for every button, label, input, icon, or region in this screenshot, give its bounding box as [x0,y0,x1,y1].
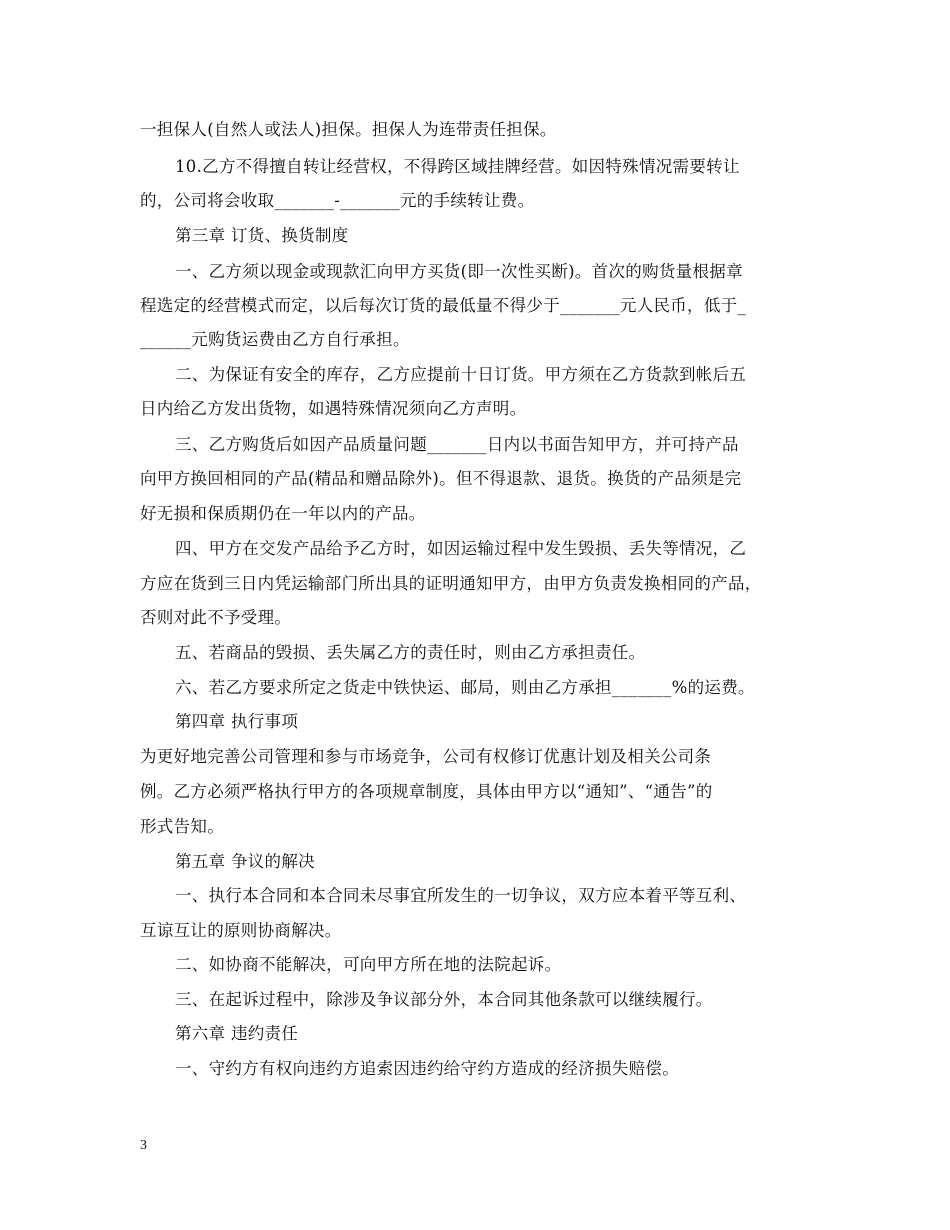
text-line: 程选定的经营模式而定，以后每次订货的最低量不得少于_______元人民币，低于_ [140,296,746,315]
text-line: 否则对此不予受理。 [140,608,292,627]
page-number: 3 [140,1138,147,1153]
text-line: 二、如协商不能解决，可向甲方所在地的法院起诉。 [175,955,562,974]
text-line: 10.乙方不得擅自转让经营权，不得跨区域挂牌经营。如因特殊情况需要转让 [175,157,740,176]
text-line: 好无损和保质期仍在一年以内的产品。 [140,504,426,523]
text-line: 五、若商品的毁损、丢失属乙方的责任时，则由乙方承担责任。 [175,643,646,662]
text-line: 一、乙方须以现金或现款汇向甲方买货(即一次性买断)。首次的购货量根据章 [175,262,743,281]
text-line: 二、为保证有安全的库存，乙方应提前十日订货。甲方须在乙方货款到帐后五 [175,365,747,384]
text-line: 向甲方换回相同的产品(精品和赠品除外)。但不得退款、退货。换货的产品须是完 [140,469,742,488]
text-line: 日内给乙方发出货物，如遇特殊情况须向乙方声明。 [140,399,527,418]
text-line: ______元购货运费由乙方自行承担。 [140,330,410,349]
text-line: 例。乙方必须严格执行甲方的各项规章制度，具体由甲方以“通知”、“通告”的 [140,782,713,801]
text-line: 为更好地完善公司管理和参与市场竞争，公司有权修订优惠计划及相关公司条 [140,747,712,766]
chapter-heading: 第五章 争议的解决 [175,852,315,871]
chapter-heading: 第六章 违约责任 [175,1024,299,1043]
text-line: 形式告知。 [140,817,224,836]
text-line: 的，公司将会收取_______-_______元的手续转让费。 [140,191,535,210]
text-line: 三、乙方购货后如因产品质量问题_______日内以书面告知甲方，并可持产品 [175,435,739,454]
text-line: 互谅互让的原则协商解决。 [140,921,342,940]
chapter-heading: 第三章 订货、换货制度 [175,226,349,245]
text-line: 一、守约方有权向违约方追索因违约给守约方造成的经济损失赔偿。 [175,1059,679,1078]
text-line: 一、执行本合同和本合同未尽事宜所发生的一切争议，双方应本着平等互利、 [175,886,747,905]
chapter-heading: 第四章 执行事项 [175,712,299,731]
text-line: 一担保人(自然人或法人)担保。担保人为连带责任担保。 [140,120,557,139]
text-line: 六、若乙方要求所定之货走中铁快运、邮局，则由乙方承担_______%的运费。 [175,678,755,697]
text-line: 四、甲方在交发产品给予乙方时，如因运输过程中发生毁损、丢失等情况，乙 [175,539,747,558]
text-line: 方应在货到三日内凭运输部门所出具的证明通知甲方，由甲方负责发换相同的产品， [140,574,762,593]
text-line: 三、在起诉过程中，除涉及争议部分外，本合同其他条款可以继续履行。 [175,990,713,1009]
